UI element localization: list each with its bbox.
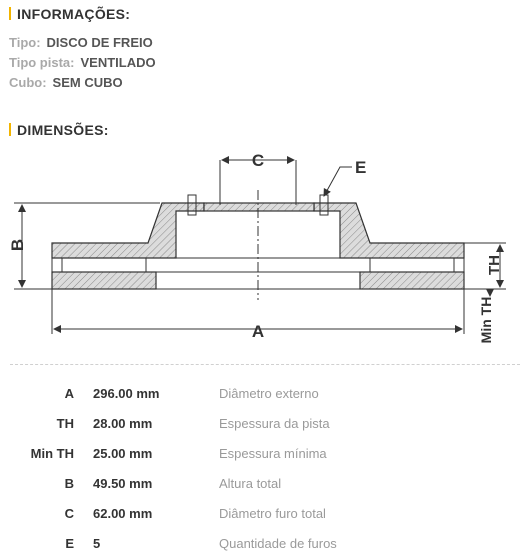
spec-description: Espessura da pista: [219, 416, 330, 431]
spec-description: Quantidade de furos: [219, 536, 337, 551]
spec-row-th: [0, 416, 530, 436]
spec-key: B: [64, 476, 74, 491]
section-divider: [10, 364, 520, 365]
spec-key: E: [65, 536, 74, 551]
accent-bar: [9, 123, 11, 136]
disc-left-lower: [52, 272, 156, 289]
spec-description: Diâmetro externo: [219, 386, 319, 401]
info-section-title: [9, 6, 130, 22]
spec-value: 49.50 mm: [93, 476, 153, 491]
spec-row-c: [0, 506, 530, 526]
info-label: Cubo:: [9, 75, 47, 90]
accent-bar: [9, 7, 11, 20]
spec-row-b: [0, 476, 530, 496]
spec-row-e: [0, 536, 530, 556]
dimension-label-e: E: [355, 158, 367, 177]
disc-left-upper: [52, 203, 204, 258]
dimensions-section-title: [9, 122, 109, 138]
dimension-label-th: TH: [486, 255, 503, 275]
info-value: SEM CUBO: [52, 75, 123, 90]
spec-value: 28.00 mm: [93, 416, 153, 431]
dimension-label-c: C: [251, 151, 265, 170]
spec-value: 296.00 mm: [93, 386, 160, 401]
info-row-tipo-pista: [9, 55, 156, 70]
info-row-cubo: [9, 75, 123, 90]
dimension-label-min-th: Min TH: [478, 296, 494, 344]
disc-right-upper: [314, 203, 464, 258]
info-label: Tipo:: [9, 35, 41, 50]
spec-value: 25.00 mm: [93, 446, 153, 461]
info-value: VENTILADO: [80, 55, 156, 70]
info-title-text: INFORMAÇÕES:: [17, 6, 131, 22]
disc-right-lower: [360, 272, 464, 289]
spec-description: Altura total: [219, 476, 282, 491]
spec-key: Min TH: [30, 446, 74, 461]
info-row-tipo: [9, 35, 153, 50]
dimensions-title-text: DIMENSÕES:: [17, 122, 109, 138]
dimension-label-a: A: [251, 322, 265, 341]
spec-row-a: [0, 386, 530, 406]
spec-description: Diâmetro furo total: [219, 506, 326, 521]
spec-key: TH: [56, 416, 74, 431]
spec-description: Espessura mínima: [219, 446, 327, 461]
info-value: DISCO DE FREIO: [46, 35, 153, 50]
dimension-label-b: B: [8, 238, 27, 252]
spec-key: C: [64, 506, 74, 521]
spec-value: 62.00 mm: [93, 506, 153, 521]
spec-key: A: [64, 386, 74, 401]
brake-disc-diagram: [0, 140, 530, 355]
spec-value: 5: [93, 536, 101, 551]
info-label: Tipo pista:: [9, 55, 75, 70]
spec-row-min-th: [0, 446, 530, 466]
